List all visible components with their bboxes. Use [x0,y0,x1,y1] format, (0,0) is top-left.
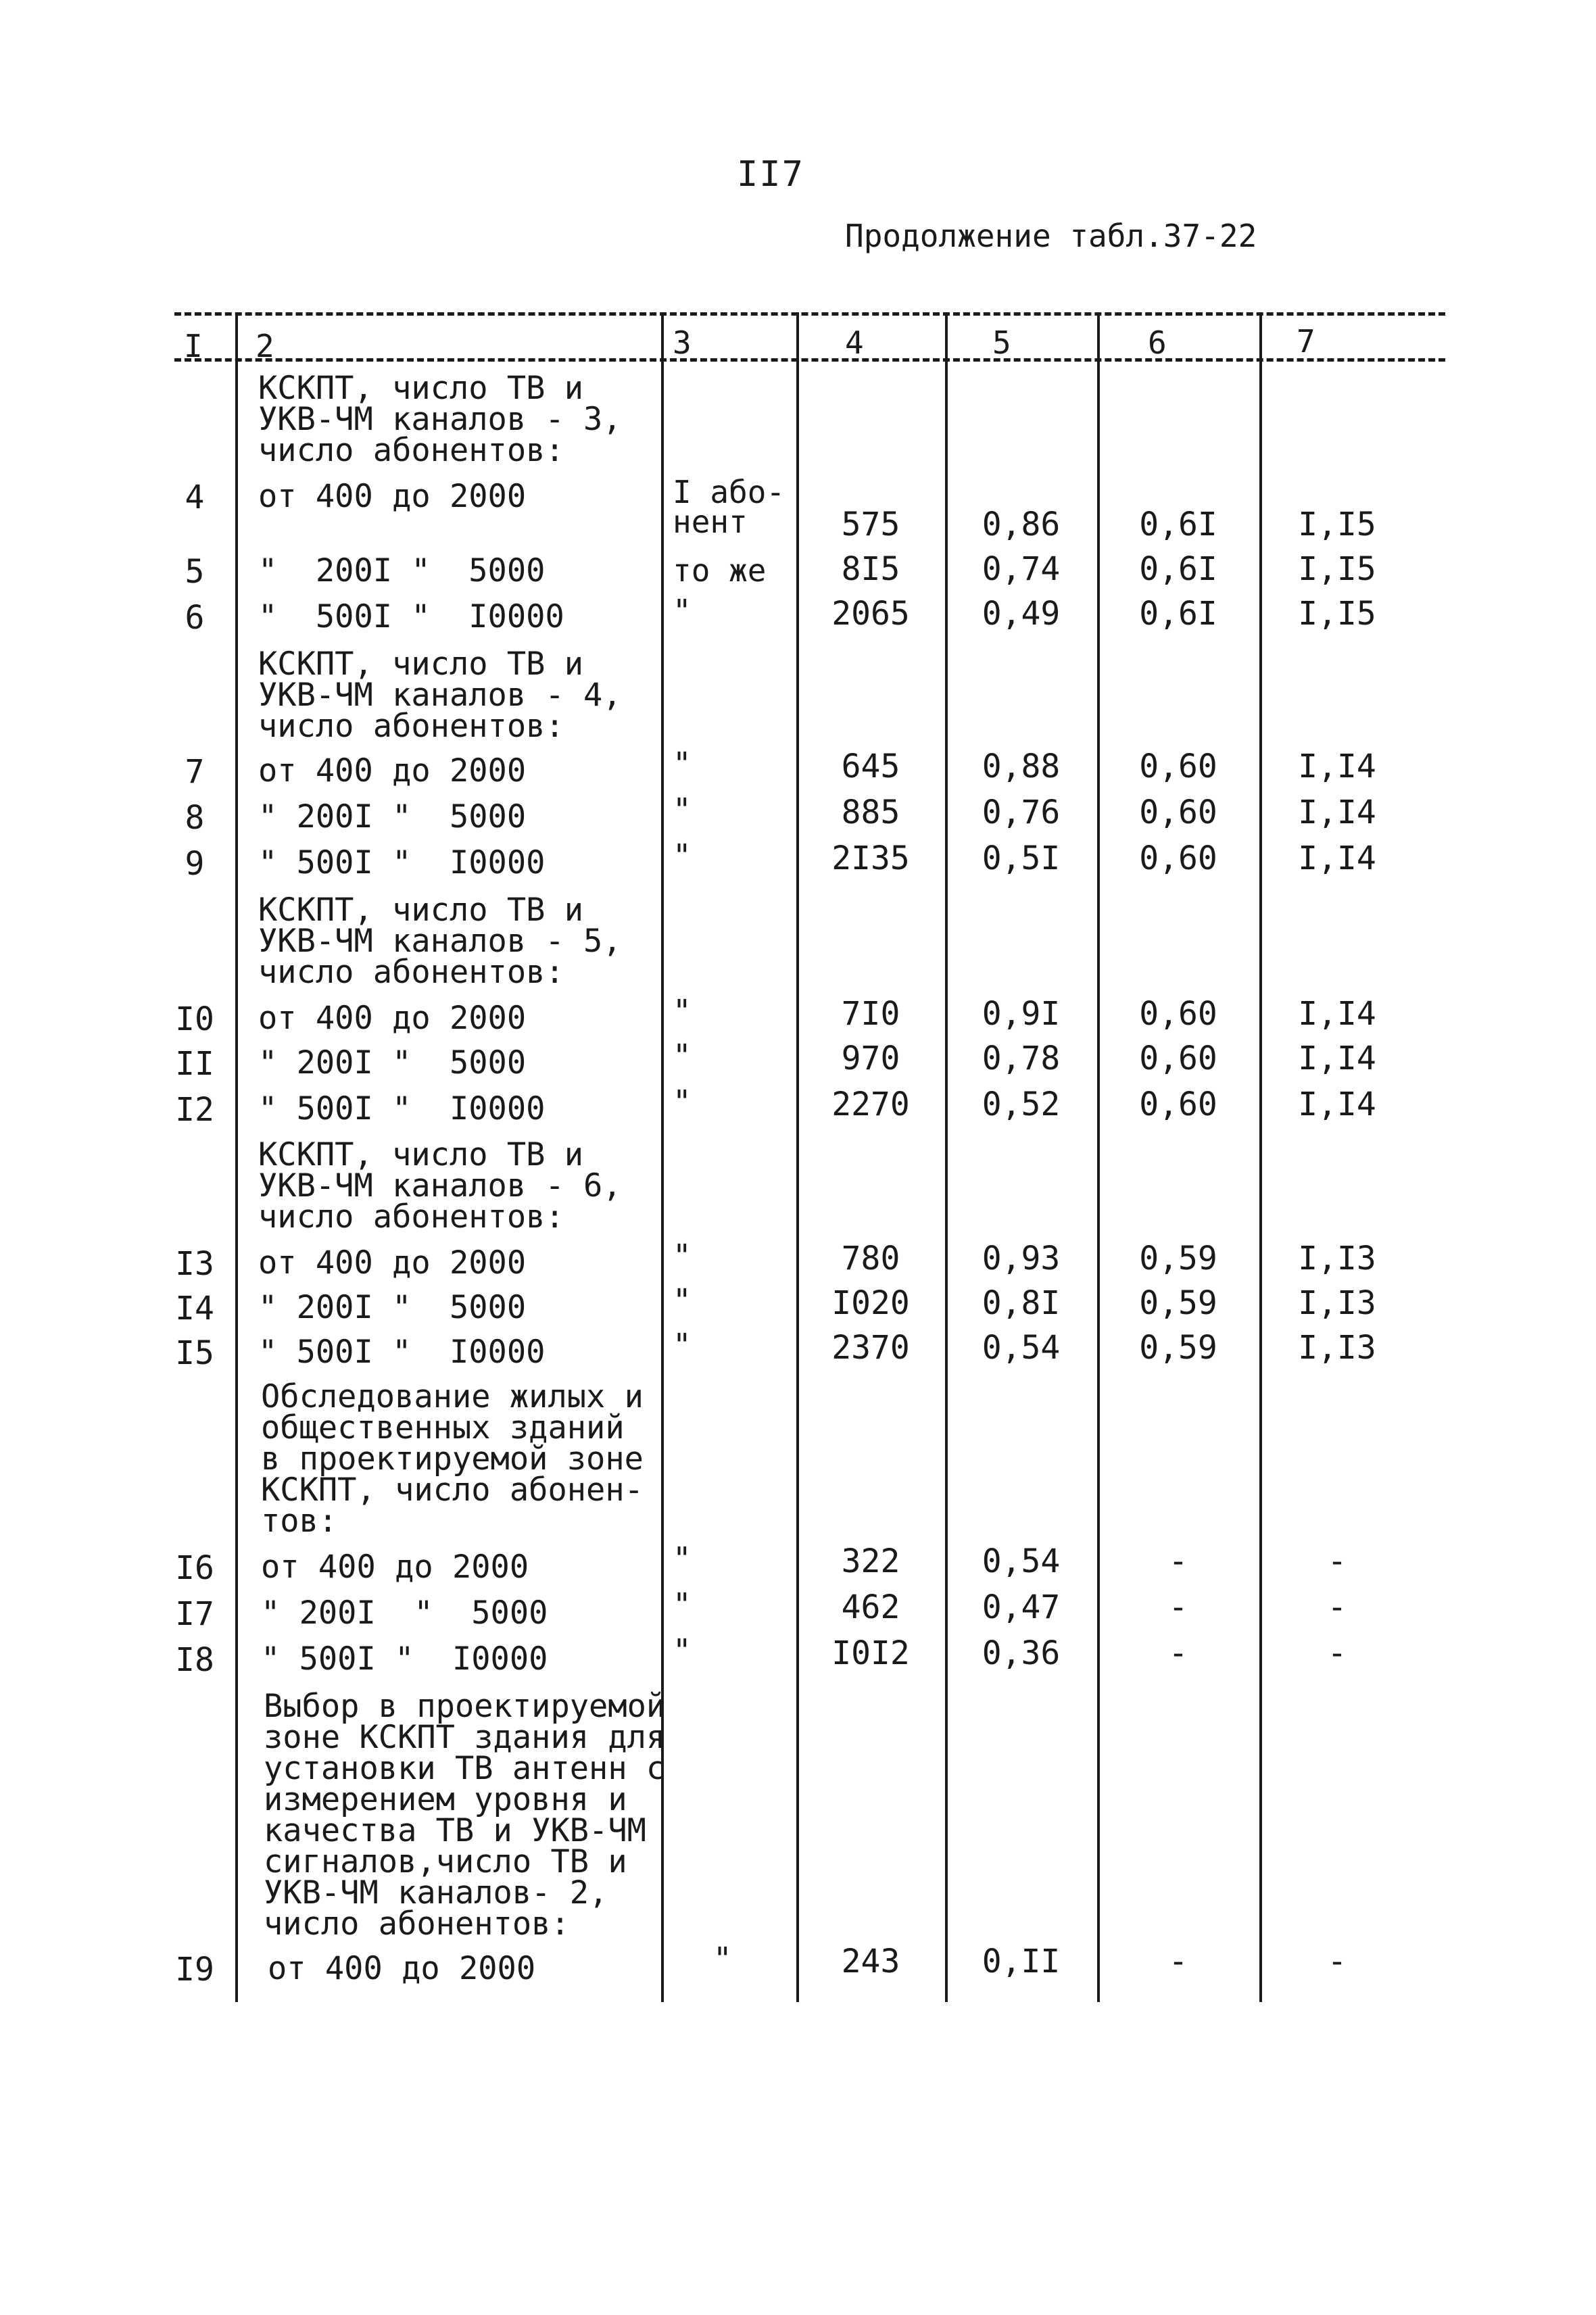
row-value-5: 0,76 [982,794,1061,831]
table-top-rule [174,312,1445,316]
row-number: 5 [185,553,205,591]
row-unit: " [673,593,692,629]
row-value-6: 0,60 [1139,839,1217,877]
row-value-6: 0,60 [1139,1040,1217,1077]
row-value-7: I,I4 [1298,1086,1376,1123]
row-value-4: 2270 [831,1086,910,1123]
row-value-4: 885 [841,794,900,831]
row-value-5: 0,93 [982,1240,1061,1277]
group-heading-6: Выбор в проектируемой зоне КСКПТ здания для установки ТВ антенн с измерением уровня и качества ТВ и УКВ-ЧМ сигналов,число ТВ и УКВ-ЧМ каналов- 2, число абонентов: [264,1688,666,1943]
row-number: I0 [175,1000,214,1038]
column-divider-1 [235,312,238,2002]
row-value-6: - [1168,1542,1188,1580]
row-value-5: 0,5I [982,839,1061,877]
row-value-4: 2I35 [831,839,910,877]
group-heading-1: КСКПТ, число ТВ и УКВ-ЧМ каналов - 3, число абонентов: [258,370,622,469]
row-number: 6 [185,599,205,637]
row-value-5: 0,9I [982,995,1061,1033]
row-value-6: 0,59 [1139,1284,1217,1322]
row-number: I9 [175,1951,214,1989]
row-number: 4 [185,479,205,516]
row-value-4: 2065 [831,595,910,633]
row-value-6: 0,60 [1139,794,1217,831]
column-header-2: 2 [256,328,274,364]
row-value-4: 322 [841,1542,900,1580]
group-heading-4: КСКПТ, число ТВ и УКВ-ЧМ каналов - 6, число абонентов: [258,1136,622,1236]
row-value-7: I,I5 [1298,595,1376,633]
row-value-7: I,I5 [1298,506,1376,543]
row-value-5: 0,8I [982,1284,1061,1322]
column-header-1: I [184,328,203,364]
row-unit: " [673,1038,692,1074]
row-value-7: I,I3 [1298,1284,1376,1322]
row-value-5: 0,47 [982,1588,1061,1626]
row-description: от 400 до 2000 [261,1549,529,1586]
row-value-5: 0,II [982,1943,1061,1980]
row-unit: " [673,746,692,782]
row-value-6: 0,60 [1139,748,1217,785]
row-value-7: I,I4 [1298,839,1376,877]
row-number: I7 [175,1595,214,1633]
row-description: " 500I " I0000 [258,1090,546,1127]
row-value-6: 0,60 [1139,1086,1217,1123]
column-header-4: 4 [845,324,864,361]
row-unit: " [673,1083,692,1120]
row-unit: " [673,791,692,828]
row-description: " 200I " 5000 [258,552,546,589]
row-description: от 400 до 2000 [258,478,527,515]
column-header-3: 3 [673,324,692,361]
row-value-7: I,I3 [1298,1240,1376,1277]
row-value-6: 0,59 [1139,1240,1217,1277]
group-heading-3: КСКПТ, число ТВ и УКВ-ЧМ каналов - 5, число абонентов: [258,892,622,991]
row-value-6: 0,6I [1139,595,1217,633]
row-value-4: 970 [841,1040,900,1077]
row-value-5: 0,74 [982,550,1061,588]
row-value-4: I0I2 [831,1634,910,1672]
row-unit: " [673,1327,692,1363]
column-divider-3 [796,312,799,2002]
row-unit: I або- нент [673,474,785,540]
row-number: I5 [175,1334,214,1372]
row-value-4: I020 [831,1284,910,1322]
column-header-7: 7 [1297,323,1315,360]
row-value-7: I,I3 [1298,1329,1376,1367]
row-value-4: 780 [841,1240,900,1277]
page-number: II7 [737,154,804,195]
column-divider-4 [945,312,948,2002]
row-value-4: 7I0 [841,995,900,1033]
table-continuation-caption: Продолжение табл.37-22 [845,218,1257,254]
row-number: I3 [175,1245,214,1283]
row-value-6: 0,6I [1139,506,1217,543]
row-value-4: 8I5 [841,550,900,588]
row-number: II [175,1045,214,1083]
row-value-5: 0,86 [982,506,1061,543]
row-number: I6 [175,1549,214,1587]
row-unit: " [673,1282,692,1319]
row-value-7: - [1327,1634,1347,1672]
row-value-5: 0,49 [982,595,1061,633]
row-description: " 200I " 5000 [258,1044,527,1081]
row-description: " 500I " I0000 [258,598,564,635]
row-value-6: 0,60 [1139,995,1217,1033]
row-unit: " [673,1586,692,1623]
row-unit: " [713,1941,732,1977]
row-value-5: 0,54 [982,1329,1061,1367]
row-unit: " [673,1632,692,1669]
row-description: " 200I " 5000 [261,1594,548,1632]
row-value-6: - [1168,1588,1188,1626]
row-description: " 200I " 5000 [258,1289,527,1326]
row-description: от 400 до 2000 [258,1244,527,1282]
group-heading-5: Обследование жилых и общественных зданий в проектируемой зоне КСКПТ, число абонен- тов: [261,1378,644,1540]
column-divider-5 [1097,312,1100,2002]
row-number: I4 [175,1290,214,1327]
row-number: 8 [185,799,205,837]
row-description: от 400 до 2000 [268,1950,536,1987]
row-number: 9 [185,845,205,883]
row-value-6: 0,6I [1139,550,1217,588]
row-description: " 500I " I0000 [258,844,546,881]
row-value-4: 462 [841,1588,900,1626]
column-header-6: 6 [1148,324,1167,361]
row-value-7: - [1327,1943,1347,1980]
group-heading-2: КСКПТ, число ТВ и УКВ-ЧМ каналов - 4, число абонентов: [258,645,622,745]
row-value-6: - [1168,1634,1188,1672]
row-value-7: I,I4 [1298,794,1376,831]
row-value-6: - [1168,1943,1188,1980]
row-value-7: I,I4 [1298,1040,1376,1077]
row-description: от 400 до 2000 [258,1000,527,1037]
row-value-7: I,I4 [1298,995,1376,1033]
row-description: " 500I " I0000 [258,1334,546,1371]
row-unit: то же [673,552,767,589]
row-description: от 400 до 2000 [258,752,527,789]
row-value-4: 575 [841,506,900,543]
row-value-4: 645 [841,748,900,785]
row-value-7: I,I4 [1298,748,1376,785]
row-value-4: 2370 [831,1329,910,1367]
row-value-7: I,I5 [1298,550,1376,588]
row-description: " 500I " I0000 [261,1640,548,1678]
row-number: 7 [185,753,205,791]
row-description: " 200I " 5000 [258,798,527,835]
row-value-7: - [1327,1588,1347,1626]
row-value-7: - [1327,1542,1347,1580]
row-value-5: 0,36 [982,1634,1061,1672]
row-value-5: 0,54 [982,1542,1061,1580]
row-unit: " [673,993,692,1029]
row-value-5: 0,78 [982,1040,1061,1077]
row-unit: " [673,1540,692,1577]
row-value-5: 0,88 [982,748,1061,785]
column-header-5: 5 [992,324,1011,361]
row-number: I8 [175,1641,214,1679]
column-divider-6 [1259,312,1262,2002]
header-bottom-rule [174,358,1445,362]
row-number: I2 [175,1091,214,1129]
row-value-6: 0,59 [1139,1329,1217,1367]
row-unit: " [673,837,692,874]
row-value-5: 0,52 [982,1086,1061,1123]
row-value-4: 243 [841,1943,900,1980]
row-unit: " [673,1238,692,1274]
